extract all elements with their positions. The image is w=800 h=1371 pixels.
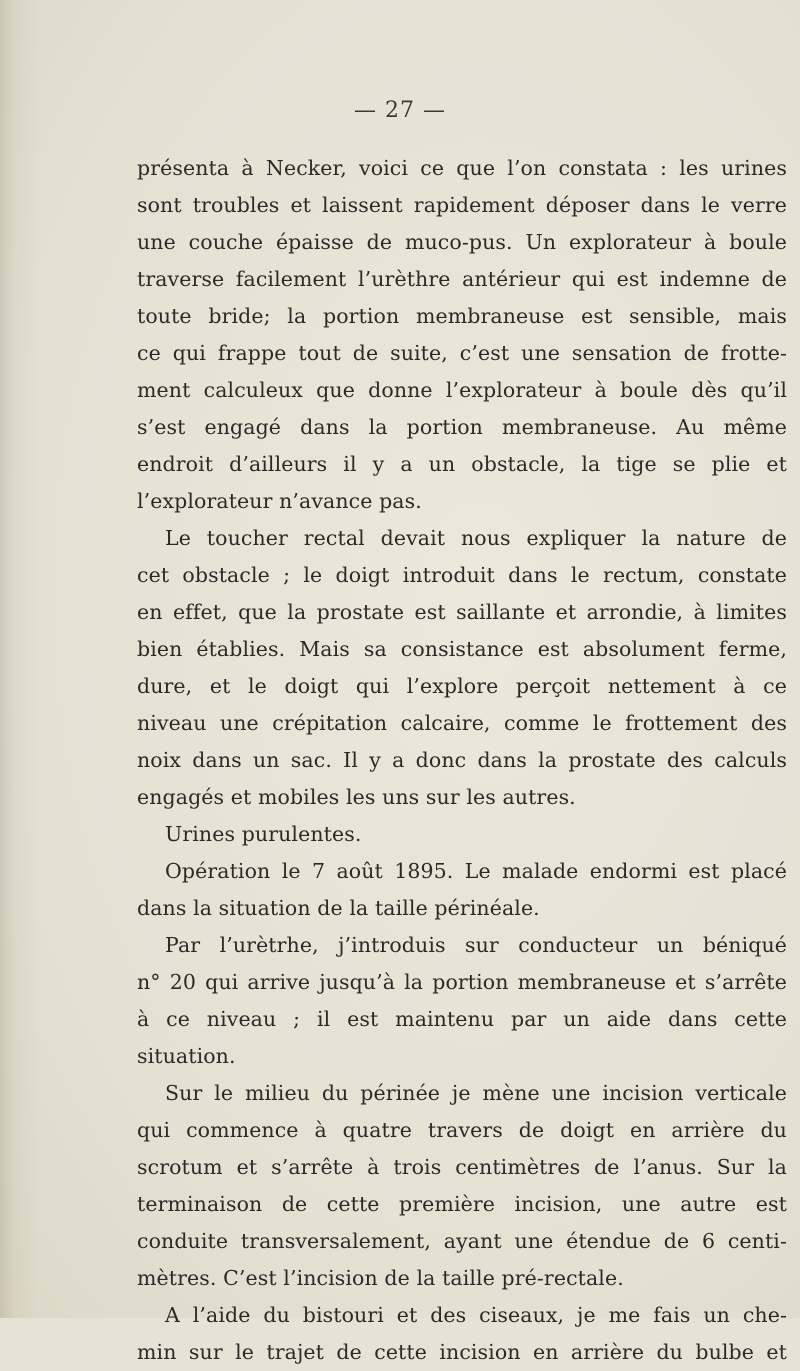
body-text bbox=[137, 150, 787, 1371]
text-line: dure, et le doigt qui l’explore perçoit nettement à ce bbox=[137, 674, 787, 698]
text-line: Sur le milieu du périnée je mène une incision verticale bbox=[165, 1081, 787, 1105]
text-line: toute bride; la portion membraneuse est sensible, mais bbox=[137, 304, 787, 328]
text-line: bien établies. Mais sa consistance est absolument ferme, bbox=[137, 637, 787, 661]
text-line: A l’aide du bistouri et des ciseaux, je me fais un che- bbox=[165, 1303, 787, 1327]
text-line: Par l’urètrhe, j’introduis sur conducteur un béniqué bbox=[165, 933, 787, 957]
text-line: situation. bbox=[137, 1044, 236, 1068]
text-line: engagés et mobiles les uns sur les autres. bbox=[137, 785, 576, 809]
text-line: présenta à Necker, voici ce que l’on constata : les urines bbox=[137, 156, 787, 180]
text-line: conduite transversalement, ayant une étendue de 6 centi- bbox=[137, 1229, 787, 1253]
text-line: l’explorateur n’avance pas. bbox=[137, 489, 422, 513]
text-line: ment calculeux que donne l’explorateur à boule dès qu’il bbox=[137, 378, 787, 402]
text-line: ce qui frappe tout de suite, c’est une sensation de frotte- bbox=[137, 341, 787, 365]
text-line: qui commence à quatre travers de doigt en arrière du bbox=[137, 1118, 787, 1142]
text-line: Opération le 7 août 1895. Le malade endormi est placé bbox=[165, 859, 787, 883]
page-number: — 27 — bbox=[354, 98, 446, 123]
text-line: s’est engagé dans la portion membraneuse. Au même bbox=[137, 415, 787, 439]
text-line: Urines purulentes. bbox=[165, 822, 362, 846]
text-line: traverse facilement l’urèthre antérieur qui est indemne de bbox=[137, 267, 787, 291]
text-line: en effet, que la prostate est saillante et arrondie, à limites bbox=[137, 600, 787, 624]
text-line: à ce niveau ; il est maintenu par un aide dans cette bbox=[137, 1007, 787, 1031]
text-line: terminaison de cette première incision, une autre est bbox=[137, 1192, 787, 1216]
text-line: endroit d’ailleurs il y a un obstacle, la tige se plie et bbox=[137, 452, 787, 476]
text-line: n° 20 qui arrive jusqu’à la portion membraneuse et s’arrête bbox=[137, 970, 787, 994]
text-line: une couche épaisse de muco-pus. Un explorateur à boule bbox=[137, 230, 787, 254]
text-line: cet obstacle ; le doigt introduit dans le rectum, constate bbox=[137, 563, 787, 587]
text-line: Le toucher rectal devait nous expliquer la nature de bbox=[165, 526, 787, 550]
text-line: mètres. C’est l’incision de la taille pré-rectale. bbox=[137, 1266, 624, 1290]
text-line: niveau une crépitation calcaire, comme le frottement des bbox=[137, 711, 787, 735]
text-line: scrotum et s’arrête à trois centimètres de l’anus. Sur la bbox=[137, 1155, 787, 1179]
text-line: sont troubles et laissent rapidement déposer dans le verre bbox=[137, 193, 787, 217]
text-line: dans la situation de la taille périnéale. bbox=[137, 896, 540, 920]
text-line: noix dans un sac. Il y a donc dans la prostate des calculs bbox=[137, 748, 787, 772]
text-line: min sur le trajet de cette incision en arrière du bulbe et bbox=[137, 1340, 787, 1364]
